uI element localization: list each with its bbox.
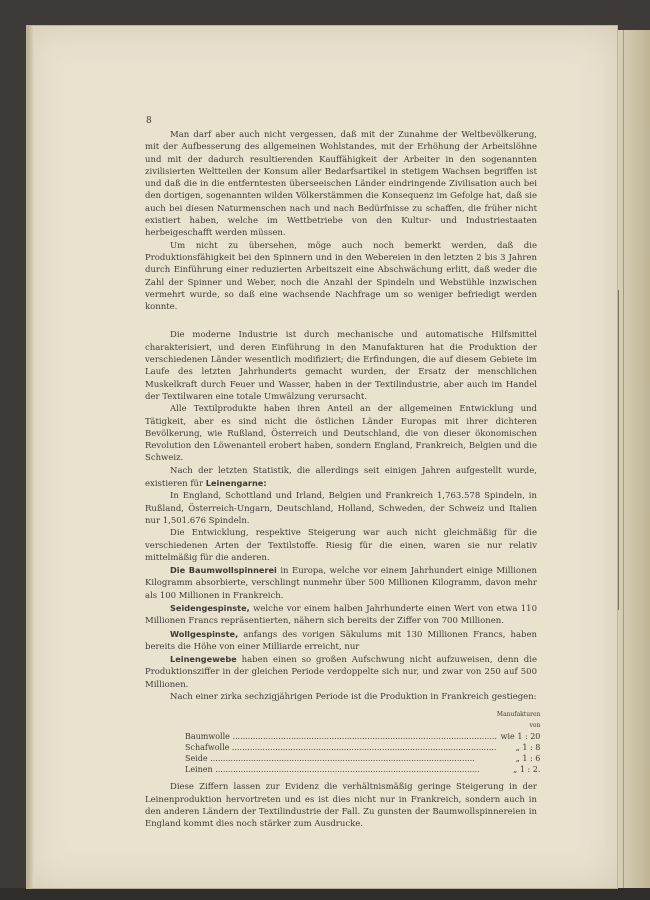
paragraph: Diese Ziffern lassen zur Evidenz die verhältnismäßig geringe Steigerung in der Leinenproduktion hervortreten und es ist dies nicht nur in Frankreich, sondern auch in den anderen Ländern der Textilindustrie der Fall. Zu gunsten der Baumwollspinnereien in England kommt dies noch stärker zum Ausdrucke. xyxy=(145,782,537,830)
keyword: Leinengewebe xyxy=(170,654,237,665)
table-header: Manufakturen von xyxy=(496,711,541,730)
paragraph: Wollgespinste, anfangs des vorigen Säkulums mit 130 Millionen Francs, haben bereits die Höhe von einer Milliarde erreicht, nur xyxy=(145,628,537,652)
paragraph: Die Entwicklung, respektive Steigerung war auch nicht gleichmäßig für die verschiedenen Arten der Textilstoffe. Riesig für die einen, waren sie nur relativ mittelmäßig für die anderen. xyxy=(145,528,537,563)
paragraph: Nach einer zirka sechzigjährigen Periode ist die Produktion in Frankreich gestiegen: xyxy=(170,692,537,703)
background-edge xyxy=(0,888,650,900)
paragraph: Nach der letzten Statistik, die allerdings seit einigen Jahren aufgestellt wurde, existieren für Leinengarne: xyxy=(145,465,537,490)
paragraph: Seidengespinste, welche vor einem halben Jahrhunderte einen Wert von etwa 110 Millionen Francs repräsentierten, nähern sich bereits der Ziffer von 700 Millionen. xyxy=(145,602,537,627)
paragraph: In England, Schottland und Irland, Belgien und Frankreich 1,763.578 Spindeln, in Rußland, Österreich-Ungarn, Deutschland, Holland, Schweden, der Schweiz und Italien nur 1,501.676 Spindeln. xyxy=(145,491,537,526)
table-row: Schafwolle ..... „ 1 : 8 xyxy=(185,742,540,753)
paragraph: Die Baumwollspinnerei in Europa, welche vor einem Jahrhundert einige Millionen Kilogramm absorbierte, verschlingt nunmehr über 500 Millionen Kilogramm, davon mehr als 100 Millionen in Frankreich. xyxy=(145,565,537,601)
body-text xyxy=(145,115,541,831)
keyword: Leinengarne: xyxy=(205,478,267,489)
keyword: Wollgespinste, xyxy=(170,628,239,639)
margin-line xyxy=(618,290,619,610)
paragraph: Alle Textilprodukte haben ihren Anteil an der allgemeinen Entwicklung und Tätigkeit, aber es sind nicht die östlichen Länder Europas mit ihrer dichteren Bevölkerung, wie Rußland, Österreich und Deutschland, die von dieser ökonomischen Revolution den Löwenanteil erobert haben, sondern England, Frankreich, Belgien und die Schweiz. xyxy=(145,404,537,464)
paragraph: Leinengewebe haben einen so großen Aufschwung nicht aufzuweisen, denn die Produktionsziffer in der gleichen Periode verdoppelte sich nur, und zwar von 250 auf 500 Millionen. xyxy=(145,654,537,690)
keyword: Seidengespinste, xyxy=(170,602,250,613)
paragraph: Um nicht zu übersehen, möge auch noch bemerkt werden, daß die Produktionsfähigkeit bei den Spinnern und in den Webereien in den letzten 2 bis 3 Jahren durch Einführung einer reduzierten Arbeitszeit eine Abschwächung erlitt, daß weder die Zahl der Spinner und Weber, noch die Anzahl der Spindeln und Webstühle inzwischen vermehrt wurde, so daß eine wachsende Nachfrage um so weniger befriedigt werden konnte. xyxy=(145,240,537,313)
paragraph: Man darf aber auch nicht vergessen, daß mit der Zunahme der Weltbevölkerung, mit der Aufbesserung des allgemeinen Wohlstandes, mit der Erhöhung der Arbeitslöhne und mit der dadurch resultierenden Kauffähigkeit der Arbeiter in den sogenannten zivilisierten Weltteilen der Konsum aller Bedarfsartikel in stetigem Wachsen begriffen ist und daß die in die entferntesten überseeischen Länder eindringende Zivilisation auch bei den dortigen, sogenannten wilden Völkerstämmen die Konsequenz im Gefolge hat, daß sie auch bei diesen Naturmenschen nach und nach Bedürfnisse zu schaffen, die früher nicht existiert haben, welche im Wettbetriebe von den Kultur- und Industriestaaten herbeigeschafft werden müssen. xyxy=(145,130,537,239)
keyword: Die Baumwollspinnerei xyxy=(170,565,277,576)
production-table xyxy=(185,709,540,775)
page-number: 8 xyxy=(146,116,152,126)
table-row: Leinen ..... „ 1 : 2. xyxy=(185,764,540,775)
table-row: Baumwolle ..... wie 1 : 20 xyxy=(185,731,540,742)
paragraph: Die moderne Industrie ist durch mechanische und automatische Hilfsmittel charakterisiert, und deren Einführung in den Manufakturen hat die Produktion der verschiedenen Länder wesentlich modifiziert; die Erfindungen, die auf diesem Gebiete im Laufe des letzten Jahrhunderts gemacht wurden, der Ersatz der menschlichen Muskelkraft durch Feuer und Wasser, haben in der Textilindustrie, aber auch im Handel der Textilwaren eine totale Umwälzung verursacht. xyxy=(145,330,537,402)
table-row: Seide ..... „ 1 : 6 xyxy=(185,753,540,764)
next-page-edge xyxy=(617,30,650,888)
